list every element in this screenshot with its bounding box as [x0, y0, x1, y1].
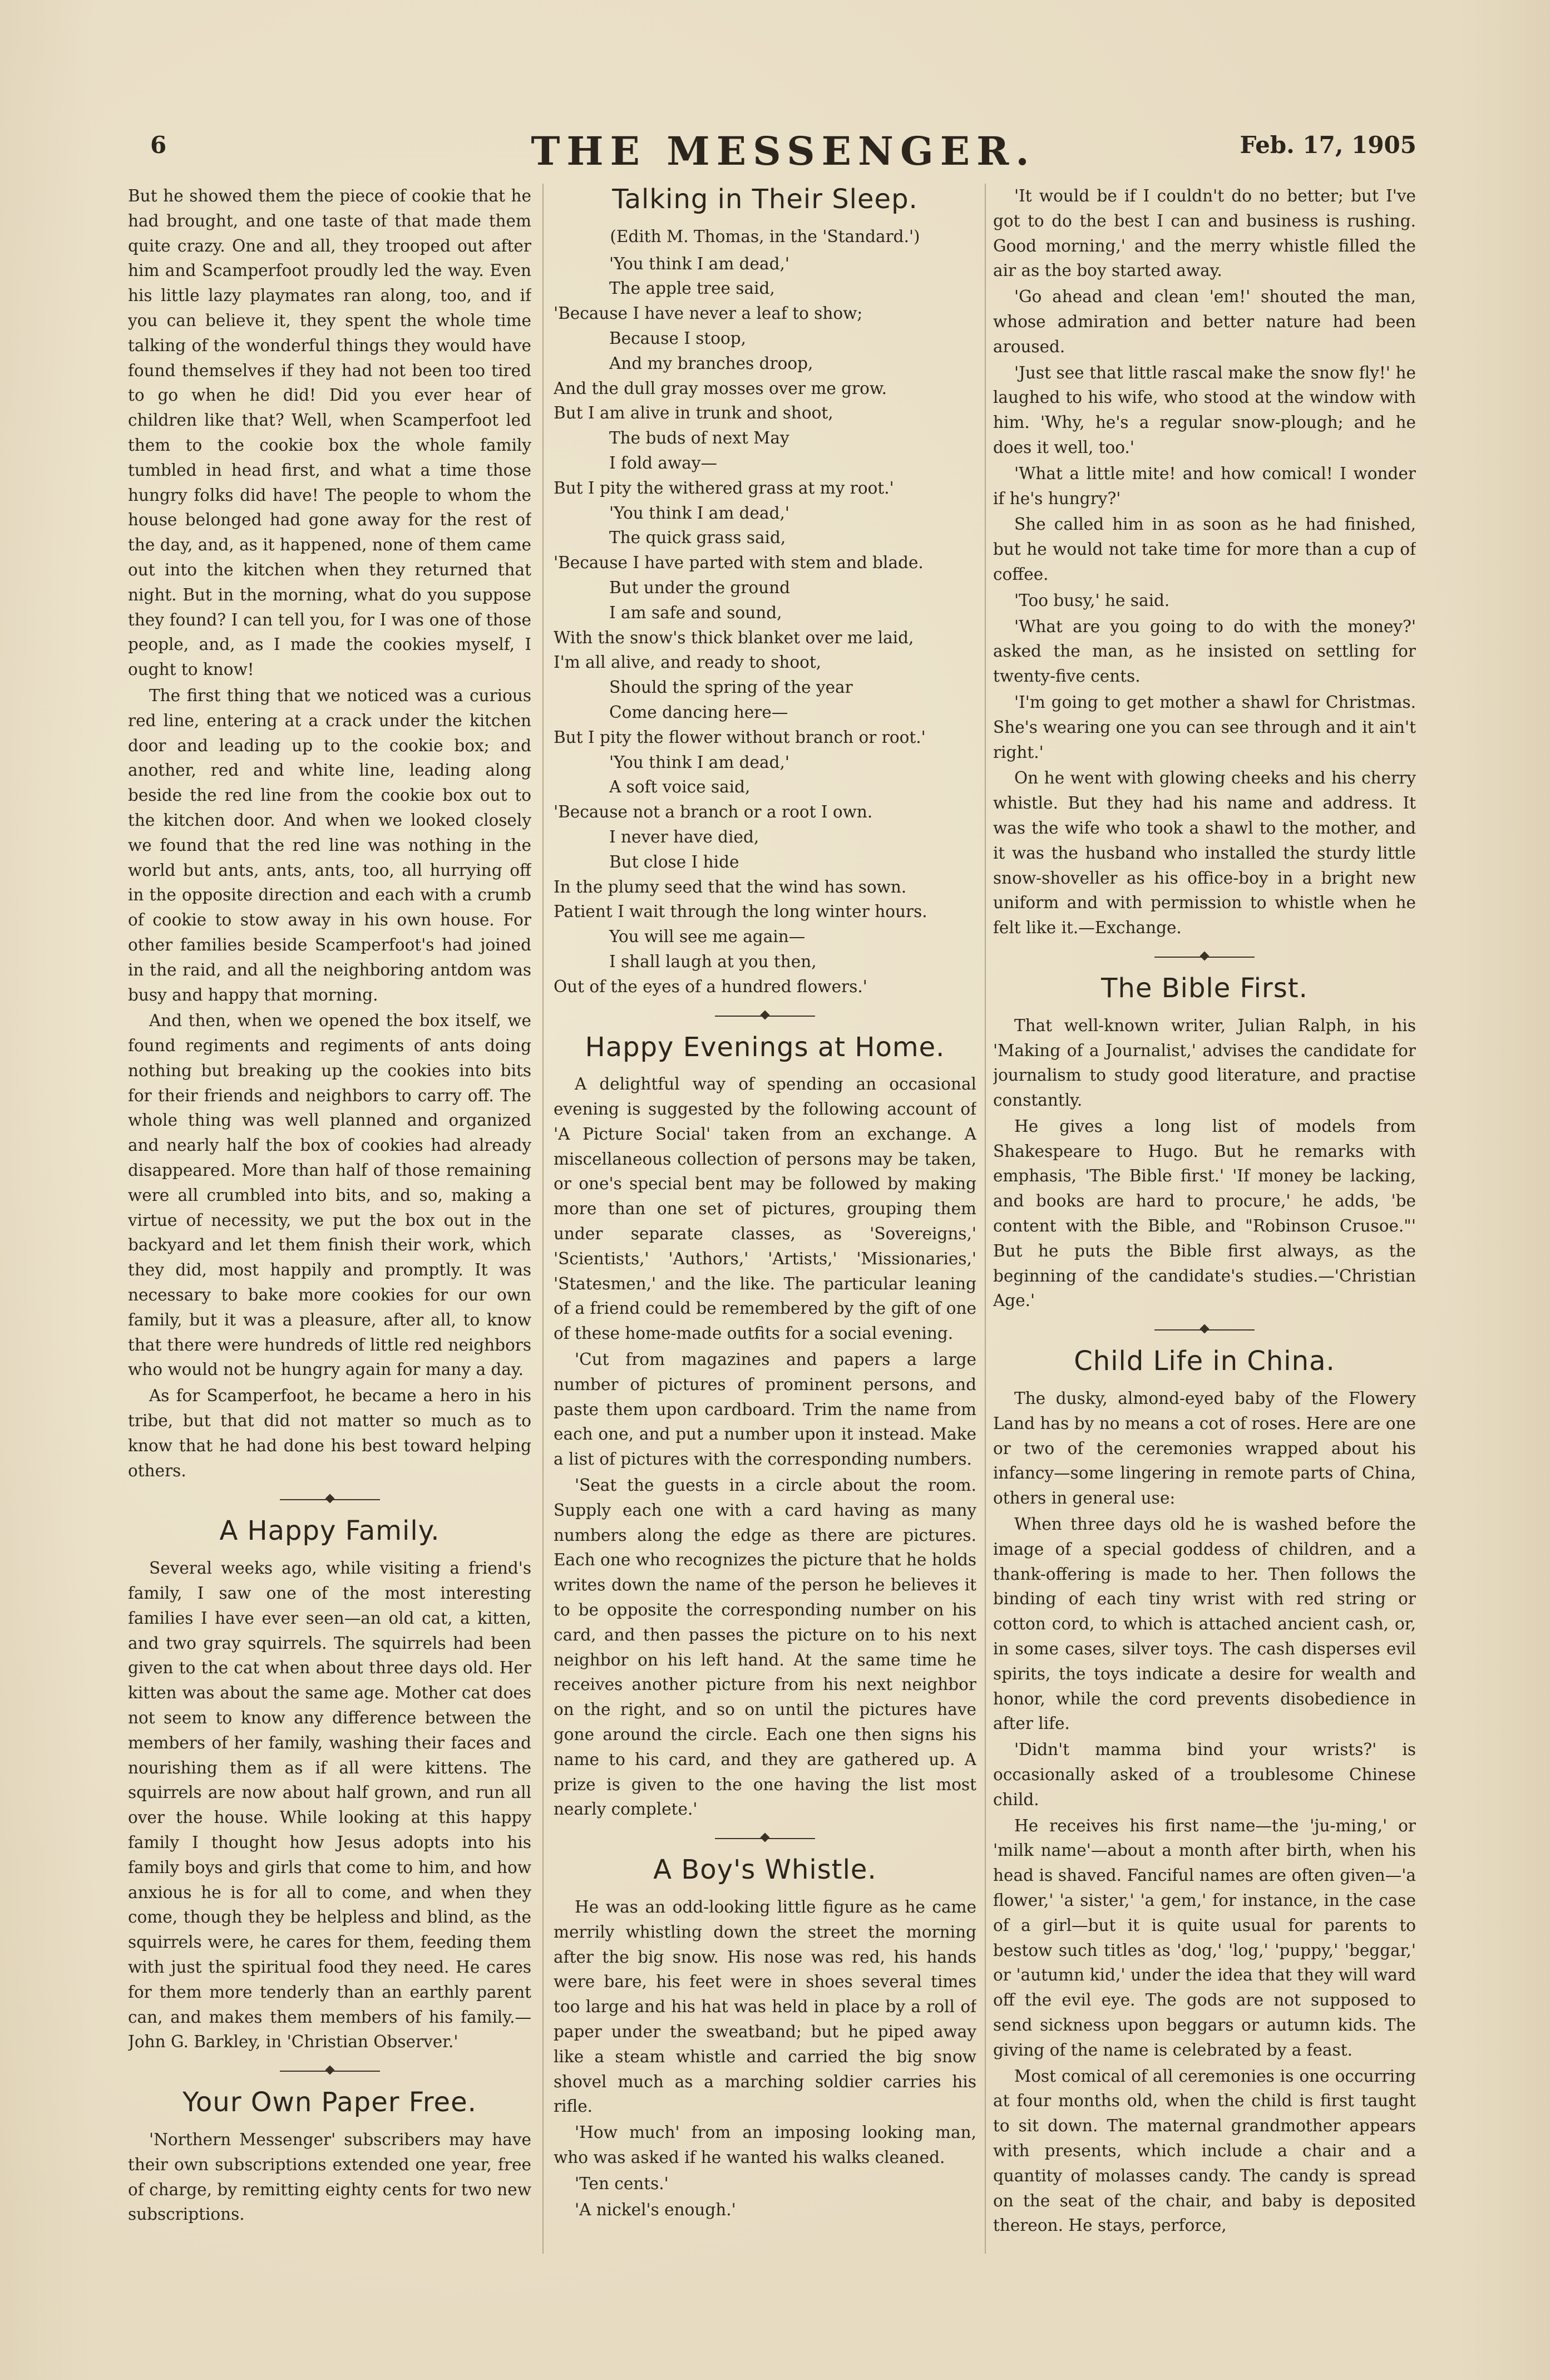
poem-line: But I pity the flower without branch or root.' — [554, 727, 926, 747]
poem-byline: (Edith M. Thomas, in the 'Standard.') — [610, 226, 920, 246]
article-paragraph: The dusky, almond-eyed baby of the Flowery Land has by no means a cot of roses. Here are one or two of the ceremonies wrapped about his infancy—some lingering in remote parts of China, others in general use: — [993, 1389, 1416, 1508]
poem-body — [554, 252, 976, 999]
poem-line: The quick grass said, — [609, 528, 786, 548]
poem-line: 'Because not a branch or a root I own. — [554, 802, 873, 822]
poem-line: 'You think I am dead,' — [609, 254, 789, 273]
section-divider — [993, 948, 1416, 966]
poem-line: The apple tree said, — [609, 279, 775, 298]
page-header — [150, 128, 1416, 176]
section-divider — [128, 2062, 531, 2080]
article-paragraph: When three days old he is washed before the image of a special goddess of children, and a thank-offering is made to her. Then follows the binding of each tiny wrist with red string or cotton cord, to which is attached ancient cash, or, in some cases, silver toys. The cash disperses evil spirits, the toys indicate a desire for wealth and honor, while the cord prevents disobedience in after life. — [993, 1515, 1416, 1733]
article-paragraph: He gives a long list of models from Shakespeare to Hugo. But he remarks with emphasis, 'The Bible first.' 'If money be lacking, and books are hard to procure,' he adds, 'be content with the Bible, and "Robinson Crusoe."' But he puts the Bible first always, as the beginning of the candidate's studies.—'Christian Age.' — [993, 1116, 1416, 1310]
poem-line: Because I stoop, — [609, 328, 747, 348]
section-divider — [993, 1321, 1416, 1339]
column-middle — [554, 184, 976, 2276]
poem-line: A soft voice said, — [609, 777, 751, 797]
poem-line: But under the ground — [609, 578, 791, 597]
story-paragraph: But he showed them the piece of cookie that he had brought, and one taste of that made them quite crazy. One and all, they trooped out after him and Scamperfoot proudly led the way. Even his little lazy playmates ran along, too, and if you can believe it, they spent the whole time talking of the wonderful things they would have found themselves if they had not been too tired to go when he did! Did you ever hear of children like that? Well, when Scamperfoot led them to the cookie box the whole family tumbled in head first, and what a time those hungry folks did have! The people to whom the house belonged had gone away for the rest of the day, and, as it happened, none of them came out into the kitchen when they returned that night. But in the morning, what do you suppose they found? I can tell you, for I was one of those people, and, as I made the cookies myself, I ought to know! — [128, 186, 531, 679]
poem-line: I shall laugh at you then, — [609, 952, 817, 971]
article-paragraph: She called him in as soon as he had finished, but he would not take time for more than a cup of coffee. — [993, 515, 1416, 584]
poem-line: In the plumy seed that the wind has sown. — [554, 877, 907, 896]
poem-line: With the snow's thick blanket over me laid, — [554, 628, 914, 647]
article-paragraph: 'Just see that little rascal make the snow fly!' he laughed to his wife, who stood at the window with him. 'Why, he's a regular snow-plough; and he does it well, too.' — [993, 363, 1416, 457]
article-paragraph: 'Too busy,' he said. — [1014, 590, 1170, 610]
article-paragraph: 'Northern Messenger' subscribers may have their own subscriptions extended one year, free of charge, by remitting eighty cents for two new subscriptions. — [128, 2130, 531, 2224]
article-paragraph: Several weeks ago, while visiting a friend's family, I saw one of the most interesting families I have ever seen—an old cat, a kitten, and two gray squirrels. The squirrels had been given to the cat when about three days old. Her kitten was about the same age. Mother cat does not seem to know any difference between the members of her family, washing their faces and nourishing them as if all were kittens. The squirrels are now about half grown, and run all over the house. While looking at this happy family I thought how Jesus adopts into his family boys and girls that come to him, and how anxious he is for all to come, and when they come, though they be helpless and blind, as the squirrels were, he cares for them, feeding them with just the spiritual food they need. He cares for them more tenderly than an earthly parent can, and makes them members of his family.—John G. Barkley, in 'Christian Observer.' — [128, 1559, 531, 2052]
section-divider — [554, 1830, 976, 1847]
poem-line: I am safe and sound, — [609, 603, 782, 622]
article-title-happy-evenings: Happy Evenings at Home. — [585, 1031, 945, 1063]
article-paragraph: 'Cut from magazines and papers a large number of pictures of prominent persons, and paste them upon cardboard. Trim the name from each one, and put a number upon it instead. Make a list of pictures with the corresponding numbers. — [554, 1350, 976, 1469]
article-paragraph: 'Seat the guests in a circle about the room. Supply each one with a card having as many numbers along the edge as there are pictures. Each one who recognizes the picture that he holds writes down the name of the person he believes it to be opposite the corresponding number on his card, and then passes the picture on to his next neighbor on his left hand. At the same time he receives another picture from his next neighbor on the right, and so on until the pictures have gone around the circle. Each one then signs his name to his card, and they are gathered up. A prize is given to the one having the list most nearly complete.' — [554, 1476, 976, 1819]
poem-line: The buds of next May — [609, 428, 789, 448]
masthead-title: THE MESSENGER. — [531, 128, 1036, 174]
article-title-happy-family: A Happy Family. — [219, 1515, 440, 1547]
article-title-boys-whistle: A Boy's Whistle. — [653, 1854, 877, 1886]
poem-line: Come dancing here— — [609, 702, 788, 722]
article-title-child-life: Child Life in China. — [1074, 1346, 1335, 1377]
poem-line: 'You think I am dead,' — [609, 752, 789, 772]
article-paragraph: 'I'm going to get mother a shawl for Christmas. She's wearing one you can see through and it ain't right.' — [993, 692, 1416, 762]
poem-line: 'Because I have parted with stem and blade. — [554, 553, 924, 573]
section-divider — [128, 1491, 531, 1509]
poem-line: But I pity the withered grass at my root.' — [554, 478, 894, 497]
article-paragraph: 'How much' from an imposing looking man, who was asked if he wanted his walks cleaned. — [554, 2123, 976, 2167]
article-paragraph: He receives his first name—the 'ju-ming,' or 'milk name'—about a month after birth, when his head is shaved. Fanciful names are often given—'a flower,' 'a sister,' 'a gem,' for instance, in the case of a girl—but it is quite usual for parents to bestow such titles as 'dog,' 'log,' 'puppy,' 'beggar,' or 'autumn kid,' under the idea that they will ward off the evil eye. The gods are not supposed to send sickness upon beggars or autumn kids. The giving of the name is celebrated by a feast. — [993, 1816, 1416, 2059]
article-paragraph: That well-known writer, Julian Ralph, in his 'Making of a Journalist,' advises the candidate for journalism to study good literature, and practise constantly. — [993, 1016, 1416, 1110]
poem-line: 'Because I have never a leaf to show; — [554, 304, 863, 323]
poem-line: 'You think I am dead,' — [609, 503, 789, 523]
article-paragraph: 'Ten cents.' — [575, 2174, 669, 2193]
article-title-bible-first: The Bible First. — [1101, 972, 1308, 1004]
issue-date: Feb. 17, 1905 — [1240, 131, 1416, 159]
poem-title: Talking in Their Sleep. — [612, 184, 918, 215]
article-paragraph: 'It would be if I couldn't do no better; but I've got to do the best I can and business is rushing. Good morning,' and the merry whistle filled the air as the boy started away. — [993, 186, 1416, 280]
story-paragraph: As for Scamperfoot, he became a hero in his tribe, but that did not matter so much as to know that he had done his best toward helping others. — [128, 1386, 531, 1480]
poem-line: I fold away— — [609, 453, 717, 472]
article-paragraph: 'A nickel's enough.' — [575, 2200, 736, 2219]
poem-line: I'm all alive, and ready to shoot, — [554, 653, 822, 672]
poem-line: Should the spring of the year — [609, 678, 853, 697]
poem-line: And the dull gray mosses over me grow. — [554, 378, 887, 398]
article-paragraph: 'What a little mite! and how comical! I wonder if he's hungry?' — [993, 464, 1416, 508]
story-paragraph: And then, when we opened the box itself, we found regiments and regiments of ants doing nothing but breaking up the cookies into bits for their friends and neighbors to carry off. The whole thing was well planned and organized and nearly half the box of cookies had already disappeared. More than half of those remaining were all crumbled into bits, and so, making a virtue of necessity, we put the box out in the backyard and let them finish their work, which they did, most happily and promptly. It was necessary to bake more cookies for our own family, but it was a pleasure, after all, to know that there were hundreds of little red neighbors who would not be hungry again for many a day. — [128, 1011, 531, 1379]
story-paragraph: The first thing that we noticed was a curious red line, entering at a crack under the kitchen door and leading up to the cookie box; and another, red and white line, leading along beside the red line from the cookie box out to the kitchen door. And when we looked closely we found that the red line was nothing in the world but ants, ants, ants, too, all hurrying off in the opposite direction and each with a crumb of cookie to stow away in his own house. For other families beside Scamperfoot's had joined in the raid, and all the neighboring antdom was busy and happy that morning. — [128, 686, 531, 1004]
column-right — [993, 184, 1416, 2276]
poem-line: You will see me again— — [609, 927, 806, 947]
poem-line: But close I hide — [609, 852, 739, 871]
article-paragraph: Most comical of all ceremonies is one occurring at four months old, when the child is first taught to sit down. The maternal grandmother appears with presents, which include a chair and a quantity of molasses candy. The candy is spread on the seat of the chair, and baby is deposited thereon. He stays, perforce, — [993, 2066, 1416, 2235]
article-paragraph: He was an odd-looking little figure as he came merrily whistling down the street the morning after the big snow. His nose was red, his hands were bare, his feet were in shoes several times too large and his hat was held in place by a roll of paper under the sweatband; but he piped away like a steam whistle and carried the big snow shovel much as a marching soldier carries his rifle. — [554, 1898, 976, 2116]
poem-line: But I am alive in trunk and shoot, — [554, 403, 833, 423]
page-number: 6 — [150, 131, 167, 159]
article-paragraph: 'Go ahead and clean 'em!' shouted the man, whose admiration and better nature had been aroused. — [993, 287, 1416, 356]
poem-line: Patient I wait through the long winter hours. — [554, 902, 927, 922]
poem-line: And my branches droop, — [609, 353, 813, 373]
column-rule — [542, 184, 544, 2254]
section-divider — [554, 1007, 976, 1025]
article-paragraph: 'What are you going to do with the money?' asked the man, as he insisted on settling for twenty-five cents. — [993, 617, 1416, 686]
poem-line: I never have died, — [609, 827, 759, 846]
column-left — [128, 184, 531, 2276]
article-paragraph: 'Didn't mamma bind your wrists?' is occasionally asked of a troublesome Chinese child. — [993, 1740, 1416, 1809]
article-title-paper-free: Your Own Paper Free. — [182, 2087, 477, 2118]
column-rule — [985, 184, 986, 2254]
poem-line: Out of the eyes of a hundred flowers.' — [554, 977, 867, 996]
article-paragraph: On he went with glowing cheeks and his cherry whistle. But they had his name and address. It was the wife who took a shawl to the mother, and it was the husband who installed the sturdy little snow-shoveller as his office-boy in a bright new uniform and with permission to whistle when he felt like it.—Exchange. — [993, 768, 1416, 938]
article-paragraph: A delightful way of spending an occasional evening is suggested by the following account of 'A Picture Social' taken from an exchange. A miscellaneous collection of persons may be taken, or one's special bent may be followed by making more than one set of pictures, grouping them under separate classes, as 'Sovereigns,' 'Scientists,' 'Authors,' 'Artists,' 'Missionaries,' 'Statesmen,' and the like. The particular leaning of a friend could be remembered by the gift of one of these home-made outfits for a social evening. — [554, 1075, 976, 1343]
